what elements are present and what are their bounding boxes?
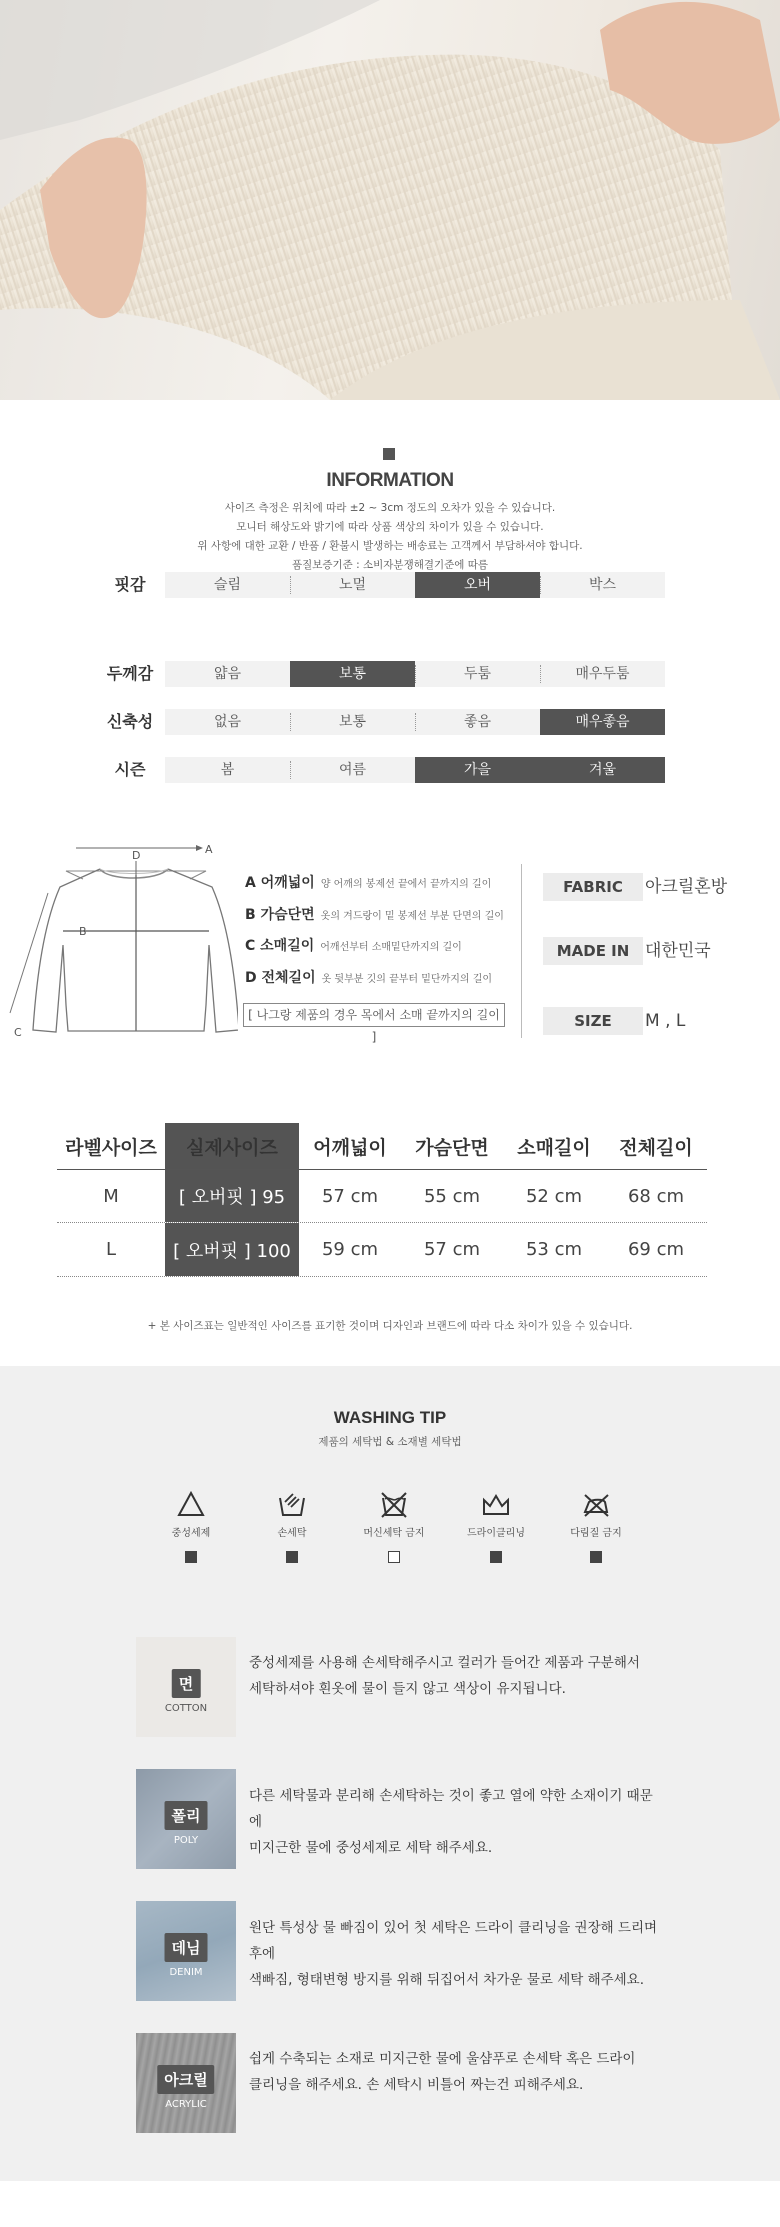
header-cell: 가슴단면 [415, 1136, 489, 1159]
checked-box [590, 1551, 602, 1563]
section-marker [383, 448, 395, 460]
dry-clean-icon [481, 1490, 511, 1518]
fabric-badge: 폴리 [165, 1801, 208, 1830]
checked-box [490, 1551, 502, 1563]
fabric-sub: DENIM [169, 1967, 203, 1978]
letter-c: C [14, 1026, 22, 1039]
fabric-badge: 아크릴 [157, 2065, 214, 2094]
fabric-sub: ACRYLIC [165, 2099, 207, 2110]
measure-a [245, 872, 491, 892]
fit-option-selected: 겨울 [540, 757, 665, 783]
no-machine-wash-icon [379, 1490, 409, 1518]
fit-options [165, 661, 665, 687]
header-cell: 소매길이 [517, 1136, 591, 1159]
washing-subtitle: 제품의 세탁법 & 소재별 세탁법 [318, 1436, 462, 1448]
tip-line: 클리닝을 해주세요. 손 세탁시 비틀어 짜는건 피해주세요. [249, 2077, 584, 2093]
sweater-diagram [8, 835, 238, 1045]
fit-option: 보통 [290, 709, 415, 735]
measure-desc: 어깨선부터 소매밑단까지의 길이 [320, 942, 462, 953]
size-table-note: + 본 사이즈표는 일반적인 사이즈를 표기한 것이며 디자인과 브랜드에 따라 다소 차이가 있을 수 있습니다. [147, 1320, 633, 1332]
fabric-value: 아크릴혼방 [645, 877, 728, 897]
cotton-swatch [136, 1637, 236, 1737]
fit-option: 없음 [165, 709, 290, 735]
measure-desc: 양 어깨의 봉제선 끝에서 끝까지의 길이 [320, 879, 492, 890]
poly-tip [249, 1783, 661, 1861]
fit-row-stretch [95, 709, 665, 735]
fit-label: 신축성 [106, 712, 154, 731]
wash-icon-item [446, 1490, 546, 1563]
table-row [57, 1169, 707, 1223]
acrylic-swatch [136, 2033, 236, 2133]
no-iron-icon [581, 1490, 611, 1518]
wash-icon-item [242, 1490, 342, 1563]
info-line: 위 사항에 대한 교환 / 반품 / 환불시 발생하는 배송료는 고객께서 부담하셔야 합니다. [197, 540, 583, 552]
table-row [57, 1223, 707, 1277]
measure-desc: 옷의 겨드랑이 밑 봉제선 부분 단면의 길이 [320, 911, 504, 922]
size-label: SIZE [543, 1007, 643, 1035]
acrylic-tip [249, 2046, 661, 2098]
fit-label: 시즌 [114, 760, 146, 779]
fit-option: 봄 [165, 757, 290, 783]
fabric-sub: COTTON [164, 1703, 208, 1714]
fit-option-selected: 오버 [415, 572, 540, 598]
fit-option-selected: 매우좋음 [540, 709, 665, 735]
table-cell: L [105, 1239, 117, 1260]
fit-label: 핏감 [114, 575, 146, 594]
header-cell: 라벨사이즈 [65, 1136, 157, 1159]
info-line: 사이즈 측정은 위치에 따라 ±2 ~ 3cm 정도의 오차가 있을 수 있습니다. [224, 502, 556, 514]
fabric-sub: POLY [173, 1835, 199, 1846]
header-cell: 전체길이 [619, 1136, 693, 1159]
wash-label: 중성세제 [171, 1528, 211, 1539]
fabric-label: FABRIC [543, 873, 643, 901]
table-cell: 55 cm [423, 1185, 481, 1207]
tip-line: 쉽게 수축되는 소재로 미지근한 물에 울샴푸로 손세탁 혹은 드라이 [249, 2051, 636, 2067]
header-cell: 어깨넓이 [313, 1136, 387, 1159]
poly-swatch [136, 1769, 236, 1869]
wash-label: 머신세탁 금지 [363, 1528, 425, 1539]
measure-b [245, 904, 504, 924]
fit-options [165, 709, 665, 735]
tip-line: 세탁하셔야 흰옷에 물이 들지 않고 색상이 유지됩니다. [249, 1681, 566, 1697]
washing-title: WASHING TIP [333, 1408, 447, 1427]
fit-options [165, 757, 665, 783]
table-cell: 57 cm [423, 1239, 481, 1260]
info-line: 모니터 해상도와 밝기에 따라 상품 색상의 차이가 있을 수 있습니다. [236, 521, 544, 533]
wash-label: 다림질 금지 [570, 1528, 622, 1539]
letter-a: A [205, 843, 213, 856]
info-line: 품질보증기준 : 소비자분쟁해결기준에 따름 [291, 559, 489, 571]
letter-b: B [79, 925, 87, 938]
table-cell-highlight: [ 오버핏 ] 100 [165, 1223, 299, 1276]
tip-line: 색빠짐, 형태변형 방지를 위해 뒤집어서 차가운 물로 세탁 해주세요. [249, 1972, 645, 1988]
table-cell: 68 cm [627, 1185, 685, 1207]
fit-label: 두께감 [106, 664, 154, 683]
table-cell: 69 cm [627, 1239, 685, 1260]
fit-option: 좋음 [415, 709, 540, 735]
fit-option: 여름 [290, 757, 415, 783]
fit-row-season [95, 757, 665, 783]
measure-name: D 전체길이 [245, 970, 316, 986]
hero-image [0, 0, 780, 400]
fit-option: 박스 [540, 572, 665, 598]
fabric-badge: 데님 [165, 1933, 208, 1962]
checked-box [286, 1551, 298, 1563]
made-in-value: 대한민국 [645, 941, 711, 961]
fit-option-selected: 보통 [290, 661, 415, 687]
fit-options [165, 572, 665, 598]
sweater-photo [0, 0, 780, 400]
tip-line: 원단 특성상 물 빠짐이 있어 첫 세탁은 드라이 클리닝을 권장해 드리며 후에 [249, 1920, 658, 1962]
wash-label: 손세탁 [277, 1528, 307, 1539]
denim-swatch [136, 1901, 236, 2001]
cotton-tip [249, 1650, 661, 1702]
table-cell: 52 cm [525, 1185, 583, 1207]
triangle-icon [176, 1490, 206, 1518]
measure-d [245, 967, 492, 987]
wash-icon-item [141, 1490, 241, 1563]
fit-option: 슬림 [165, 572, 290, 598]
table-cell: 59 cm [321, 1239, 379, 1260]
divider [521, 864, 522, 1038]
fit-row-thickness [95, 661, 665, 687]
unchecked-box [388, 1551, 400, 1563]
tip-line: 다른 세탁물과 분리해 손세탁하는 것이 좋고 열에 약한 소재이기 때문에 [249, 1788, 653, 1830]
measure-name: A 어깨넓이 [245, 875, 315, 891]
tip-line: 미지근한 물에 중성세제로 세탁 해주세요. [249, 1840, 493, 1856]
tip-line: 중성세제를 사용해 손세탁해주시고 컬러가 들어간 제품과 구분해서 [249, 1655, 640, 1671]
table-cell-highlight: [ 오버핏 ] 95 [165, 1170, 299, 1222]
checked-box [185, 1551, 197, 1563]
table-cell: 57 cm [321, 1185, 379, 1207]
made-in-label: MADE IN [543, 937, 643, 965]
table-cell: M [103, 1185, 119, 1207]
table-cell: 53 cm [525, 1239, 583, 1260]
measure-desc: 옷 뒷부분 깃의 끝부터 밑단까지의 길이 [321, 974, 493, 985]
table-header [57, 1123, 707, 1169]
size-value: M , L [645, 1011, 686, 1031]
size-table [57, 1123, 707, 1277]
fit-option: 매우두툼 [540, 661, 665, 687]
fabric-badge: 면 [172, 1669, 201, 1698]
fit-option-selected: 가을 [415, 757, 540, 783]
wash-label: 드라이클리닝 [467, 1528, 525, 1539]
fit-option: 노멀 [290, 572, 415, 598]
header-cell-highlight: 실제사이즈 [165, 1123, 299, 1169]
fit-option: 두툼 [415, 661, 540, 687]
wash-icon-item [546, 1490, 646, 1563]
info-title: INFORMATION [326, 470, 454, 491]
fit-option: 얇음 [165, 661, 290, 687]
measure-name: B 가슴단면 [245, 907, 315, 923]
letter-d: D [132, 849, 141, 862]
denim-tip [249, 1915, 661, 1993]
hand-wash-icon [277, 1490, 307, 1518]
wash-icon-item [344, 1490, 444, 1563]
measure-c [245, 935, 462, 955]
fit-row-fit [95, 572, 665, 598]
raglan-note: [ 나그랑 제품의 경우 목에서 소매 끝까지의 길이 ] [243, 1003, 505, 1027]
measure-name: C 소매길이 [245, 938, 315, 954]
